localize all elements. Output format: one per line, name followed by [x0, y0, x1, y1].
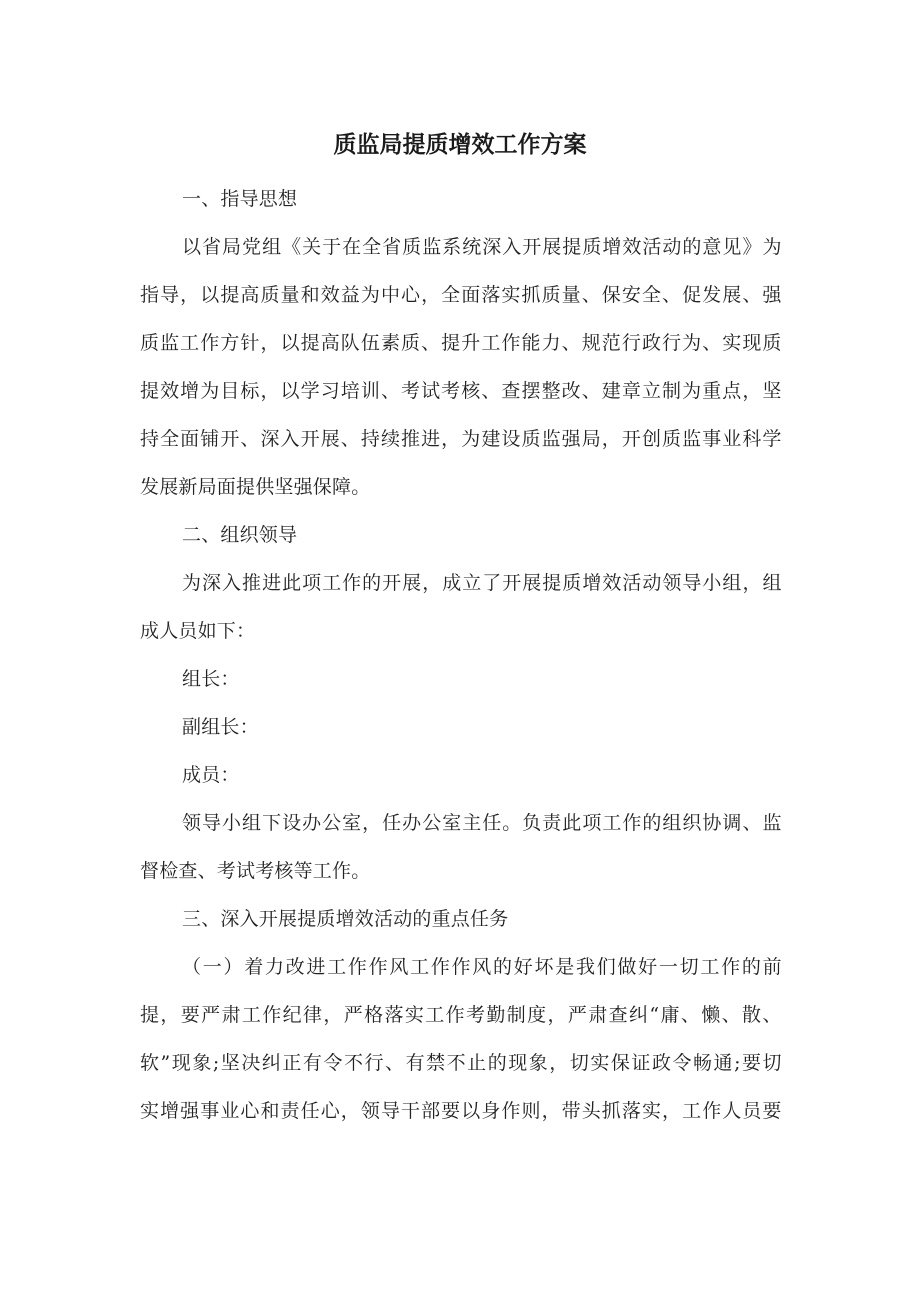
- text-line: 提 效 增 为 目 标 ， 以 学 习 培 训 、 考 试 考 核 、 查 摆 整 改 、 建 章 立 制 为 重 点 ， 坚: [140, 380, 782, 402]
- text-line: 三、深入开展提质增效活动的重点任务: [182, 908, 509, 930]
- text-line: 软 ” 现 象 ; 坚 决 纠 正 有 令 不 行 、 有 禁 不 止 的 现 象 ， 切 实 保 证 政 令 畅 通 ; 要 切: [140, 1052, 782, 1074]
- text-line: 成人员如下：: [140, 620, 256, 642]
- text-line: 发展新局面提供坚强保障。: [140, 476, 371, 498]
- text-line: 一、指导思想: [182, 188, 298, 210]
- text-line: （ 一 ） 着 力 改 进 工 作 作 风 工 作 作 风 的 好 坏 是 我 们 做 好 一 切 工 作 的 前: [182, 956, 782, 978]
- text-line: 领 导 小 组 下 设 办 公 室 ， 任 办 公 室 主 任 。 负 责 此 项 工 作 的 组 织 协 调 、 监: [182, 812, 782, 834]
- document-body: [140, 175, 782, 1135]
- text-line: 持 全 面 铺 开 、 深 入 开 展 、 持 续 推 进 ， 为 建 设 质 监 强 局 ， 开 创 质 监 事 业 科 学: [140, 428, 782, 450]
- text-line: 为 深 入 推 进 此 项 工 作 的 开 展 ， 成 立 了 开 展 提 质 增 效 活 动 领 导 小 组 ， 组: [182, 572, 782, 594]
- text-line: 以 省 局 党 组 《 关 于 在 全 省 质 监 系 统 深 入 开 展 提 质 增 效 活 动 的 意 见 》 为: [182, 236, 782, 258]
- text-line: 成员：: [182, 764, 240, 786]
- text-line: 组长：: [182, 668, 240, 690]
- text-line: 指 导 ， 以 提 高 质 量 和 效 益 为 中 心 ， 全 面 落 实 抓 质 量 、 保 安 全 、 促 发 展 、 强: [140, 284, 782, 306]
- text-line: 二、组织领导: [182, 524, 298, 546]
- text-line: 副组长：: [182, 716, 259, 738]
- text-line: 督检查、考试考核等工作。: [140, 860, 371, 882]
- text-line: 质 监 工 作 方 针 ， 以 提 高 队 伍 素 质 、 提 升 工 作 能 力 、 规 范 行 政 行 为 、 实 现 质: [140, 332, 782, 354]
- text-line: 实 增 强 事 业 心 和 责 任 心 ， 领 导 干 部 要 以 身 作 则 ， 带 头 抓 落 实 ， 工 作 人 员 要: [140, 1100, 782, 1122]
- document-title: 质监局提质增效工作方案: [333, 132, 587, 158]
- text-line: 提 ， 要 严 肃 工 作 纪 律 ， 严 格 落 实 工 作 考 勤 制 度 ， 严 肃 查 纠 “ 庸 、 懒 、 散 、: [140, 1004, 782, 1026]
